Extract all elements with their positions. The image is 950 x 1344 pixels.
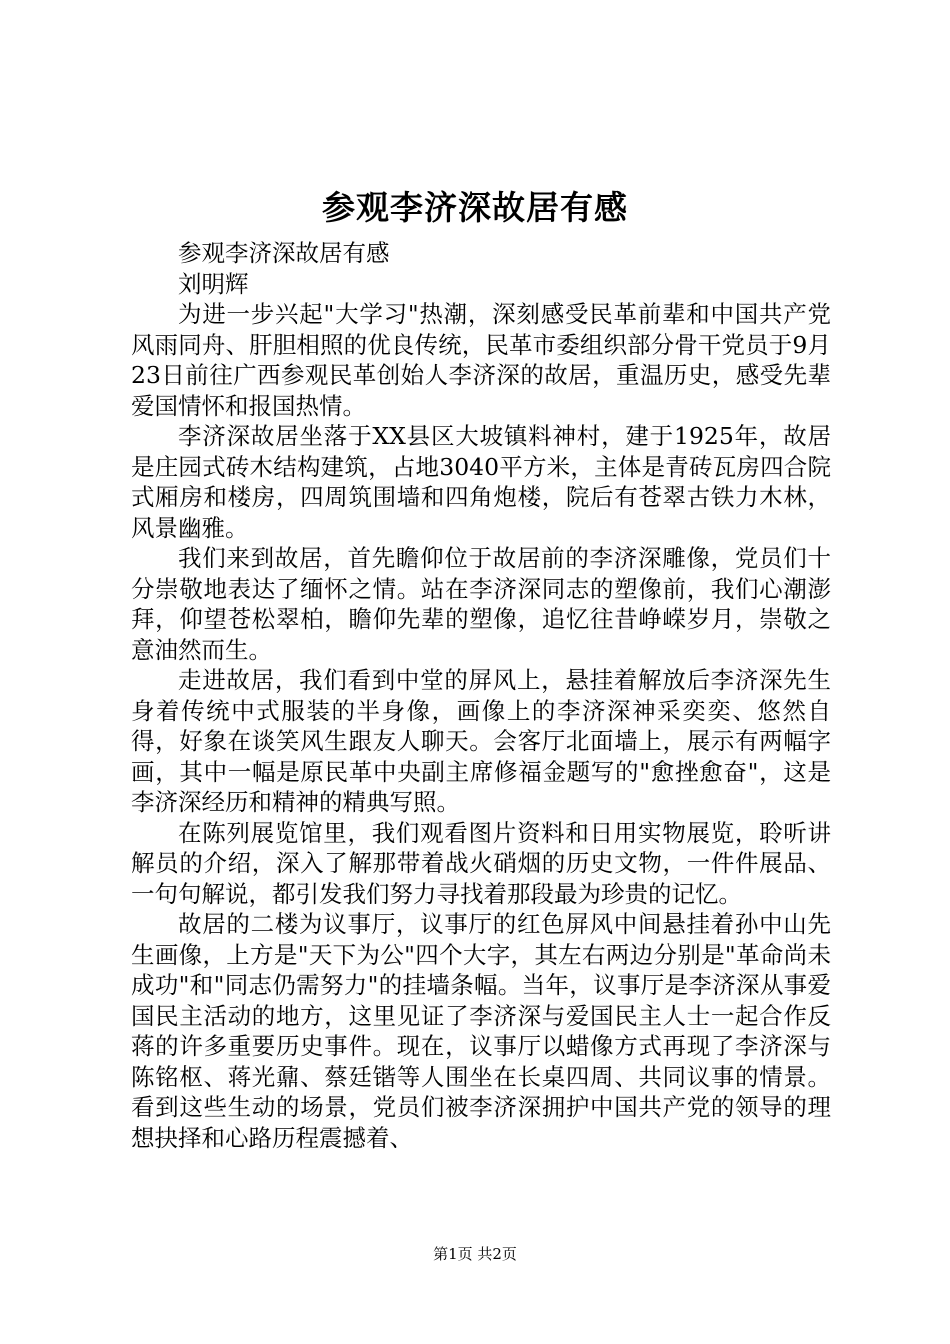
paragraph: 在陈列展览馆里，我们观看图片资料和日用实物展览，聆听讲解员的介绍，深入了解那带着战火硝烟的历史文物，一件件展品、一句句解说，都引发我们努力寻找着那段最为珍贵的记忆。 bbox=[131, 818, 831, 908]
paragraph: 李济深故居坐落于XX县区大坡镇料神村，建于1925年，故居是庄园式砖木结构建筑，占地3040平方米，主体是青砖瓦房四合院式厢房和楼房，四周筑围墙和四角炮楼，院后有苍翠古铁力木林，风景幽雅。 bbox=[131, 422, 831, 542]
subtitle-line: 参观李济深故居有感 bbox=[178, 239, 390, 267]
paragraph: 走进故居，我们看到中堂的屏风上，悬挂着解放后李济深先生身着传统中式服装的半身像，画像上的李济深神采奕奕、悠然自得，好象在谈笑风生跟友人聊天。会客厅北面墙上，展示有两幅字画，其中一幅是原民革中央副主席修福金题写的"愈挫愈奋"，这是李济深经历和精神的精典写照。 bbox=[131, 666, 831, 816]
document-body bbox=[131, 238, 831, 1153]
paragraph: 为进一步兴起"大学习"热潮，深刻感受民革前辈和中国共产党风雨同舟、肝胆相照的优良传统，民革市委组织部分骨干党员于9月23日前往广西参观民革创始人李济深的故居，重温历史，感受先辈爱国情怀和报国热情。 bbox=[131, 300, 831, 420]
document-title: 参观李济深故居有感 bbox=[322, 188, 628, 227]
paragraph: 故居的二楼为议事厅，议事厅的红色屏风中间悬挂着孙中山先生画像，上方是"天下为公"四个大字，其左右两边分别是"革命尚未成功"和"同志仍需努力"的挂墙条幅。当年，议事厅是李济深从事爱国民主活动的地方，这里见证了李济深与爱国民主人士一起合作反蒋的许多重要历史事件。现在，议事厅以蜡像方式再现了李济深与陈铭枢、蒋光鼐、蔡廷锴等人围坐在长桌四周、共同议事的情景。看到这些生动的场景，党员们被李济深拥护中国共产党的领导的理想抉择和心路历程震撼着、 bbox=[131, 910, 831, 1152]
page-footer: 第1页 共2页 bbox=[433, 1245, 517, 1263]
author-line: 刘明辉 bbox=[178, 269, 249, 298]
paragraph: 我们来到故居，首先瞻仰位于故居前的李济深雕像，党员们十分崇敬地表达了缅怀之情。站在李济深同志的塑像前，我们心潮澎拜，仰望苍松翠柏，瞻仰先辈的塑像，追忆往昔峥嵘岁月，崇敬之意油然而生。 bbox=[131, 544, 831, 664]
